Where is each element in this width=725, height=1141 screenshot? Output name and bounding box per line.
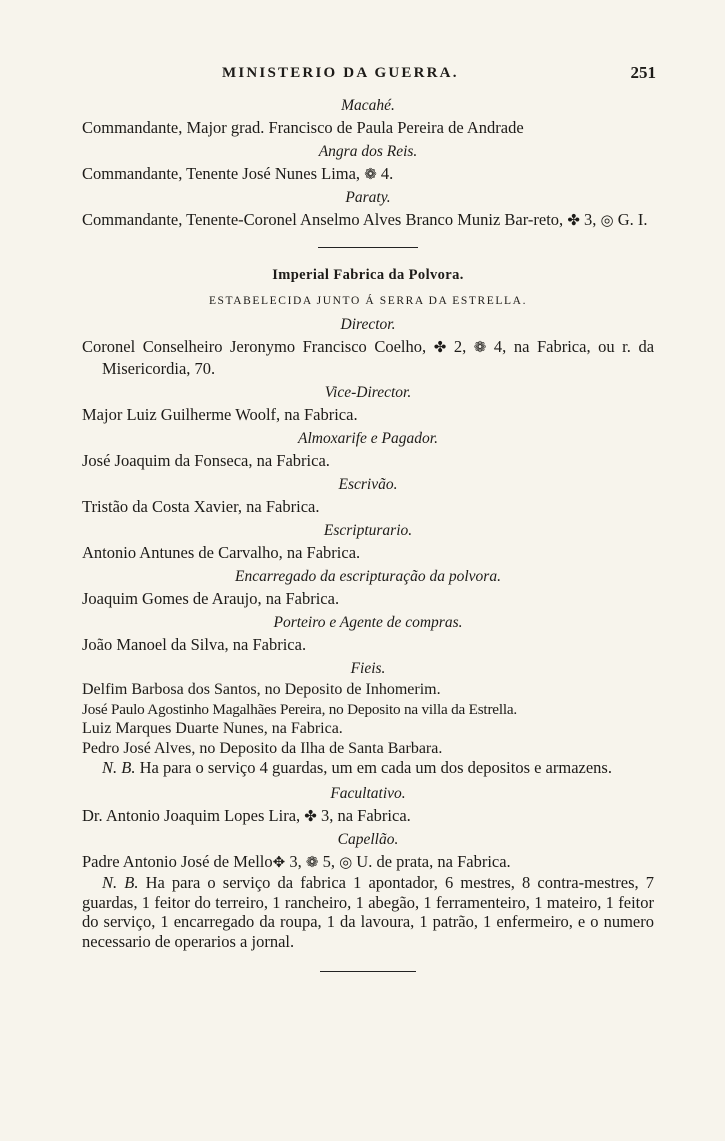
entry-angra-grade: 4.: [380, 164, 394, 183]
page-header: [82, 62, 662, 86]
running-title: MINISTERIO DA GUERRA.: [222, 65, 459, 81]
rose-order-icon: ❁: [305, 853, 319, 871]
note-fieis-text: Ha para o serviço 4 guardas, um em cada um dos depositos e armazens.: [139, 758, 612, 777]
role-heading-escripturario: Escripturario.: [323, 522, 413, 539]
role-heading-capellao: Capellão.: [337, 831, 399, 848]
entry-facultativo: [82, 805, 654, 827]
entry-capellao-grade-2: 5,: [322, 852, 335, 871]
role-heading-vice-director: Vice-Director.: [324, 384, 412, 401]
section-subtitle: ESTABELECIDA JUNTO Á SERRA DA ESTRELLA.: [208, 295, 528, 307]
entry-paraty: [82, 209, 654, 231]
role-heading-almoxarife: Almoxarife e Pagador.: [298, 430, 438, 447]
entry-paraty-grade: 3,: [584, 210, 597, 229]
rose-order-icon: ❁: [473, 338, 487, 356]
cross-order-icon: ✤: [304, 807, 317, 825]
entry-director-text: Coronel Conselheiro Jeronymo Francisco Coelho,: [82, 337, 427, 356]
place-heading-angra: Angra dos Reis.: [318, 143, 418, 160]
place-heading-paraty: Paraty.: [345, 189, 391, 206]
role-heading-fieis: Fieis.: [350, 660, 386, 677]
note-fieis: [82, 758, 654, 777]
entry-capellao-grade: 3,: [289, 852, 302, 871]
section-title: Imperial Fabrica da Polvora.: [272, 267, 464, 283]
entry-director-grade: 2,: [453, 337, 467, 356]
role-heading-porteiro: Porteiro e Agente de compras.: [273, 614, 463, 631]
end-divider: [320, 971, 416, 972]
note-final-text: Ha para o serviço da fabrica 1 apontador, 6 mestres, 8 contra-mestres, 7 guardas, 1 feitor do terreiro, 1 rancheiro, 1 abegão, 1 ferramenteiro, 1 mateiro, 1 feitor do serviço, 1 encarregado da roupa, 1 da lavoura, 1 patrão, 1 enfermeiro, e o numero necessario de operarios a jornal.: [82, 873, 654, 951]
entry-paraty-medal: G. I.: [617, 210, 648, 229]
entry-vice-director: Major Luiz Guilherme Woolf, na Fabrica.: [82, 405, 358, 424]
entry-angra-text: Commandante, Tenente José Nunes Lima,: [82, 164, 361, 183]
entry-paraty-text: Commandante, Tenente-Coronel Anselmo Alves Branco Muniz Bar-reto,: [82, 210, 564, 229]
entry-capellao: [82, 851, 654, 873]
list-item: José Paulo Agostinho Magalhães Pereira, no Deposito na villa da Estrella.: [82, 700, 518, 718]
entry-almoxarife: José Joaquim da Fonseca, na Fabrica.: [82, 451, 330, 470]
list-item: Pedro José Alves, no Deposito da Ilha de Santa Barbara.: [82, 739, 443, 757]
entry-macahe: Commandante, Major grad. Francisco de Paula Pereira de Andrade: [82, 118, 524, 137]
entry-facultativo-rest: 3, na Fabrica.: [320, 806, 411, 825]
list-item: Luiz Marques Duarte Nunes, na Fabrica.: [82, 720, 343, 737]
entry-porteiro: João Manoel da Silva, na Fabrica.: [82, 635, 307, 654]
entry-escripturario: Antonio Antunes de Carvalho, na Fabrica.: [82, 543, 361, 562]
entry-director: [82, 336, 654, 380]
role-heading-director: Director.: [340, 316, 396, 333]
cross-order-icon: ✤: [567, 211, 580, 229]
role-heading-facultativo: Facultativo.: [330, 785, 406, 802]
rose-order-icon: ❁: [364, 165, 377, 183]
entry-director-rest: 4, na Fabrica, ou r. da Misericordia, 70.: [102, 337, 655, 378]
page-number: 251: [630, 63, 656, 82]
circle-medal-icon: ◎: [339, 853, 353, 871]
circle-medal-icon: ◎: [600, 211, 614, 229]
entry-facultativo-text: Dr. Antonio Joaquim Lopes Lira,: [82, 806, 301, 825]
note-prefix: N. B.: [102, 873, 139, 892]
cross-order-icon: ✤: [433, 338, 447, 356]
role-heading-encarregado: Encarregado da escripturação da polvora.: [235, 568, 501, 585]
entry-encarregado: Joaquim Gomes de Araujo, na Fabrica.: [82, 589, 340, 608]
entry-escrivao: Tristão da Costa Xavier, na Fabrica.: [82, 497, 320, 516]
cruzeiro-order-icon: ✥: [272, 853, 286, 871]
list-item: Delfim Barbosa dos Santos, no Deposito de Inhomerim.: [82, 681, 441, 698]
entry-capellao-rest: U. de prata, na Fabrica.: [356, 852, 511, 871]
entry-capellao-text: Padre Antonio José de Mello: [82, 852, 273, 871]
note-final: [82, 873, 654, 951]
page-content: [82, 93, 654, 988]
section-divider: [318, 247, 418, 248]
role-heading-escrivao: Escrivão.: [338, 476, 398, 493]
entry-angra: [82, 163, 654, 185]
note-prefix: N. B.: [102, 758, 136, 777]
place-heading-macahe: Macahé.: [341, 97, 395, 114]
